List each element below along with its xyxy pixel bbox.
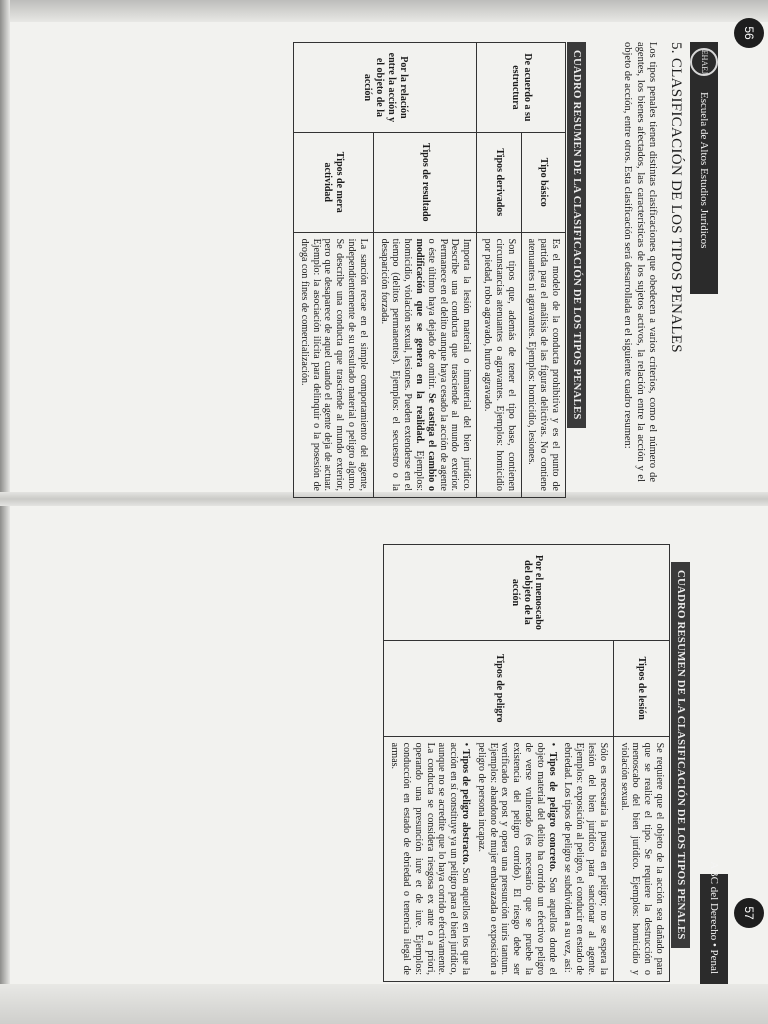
scan-edge-top <box>0 0 768 22</box>
description-text: Ejemplos: homicidio, violación sexual, lesiones. Pueden extenderse en el tiempo (delitos permanentes). Ejemplos: el secuestro o la desaparición forzada. <box>378 238 426 491</box>
bullet-concrete: • Tipos de peligro concreto. Son aquellos donde el objeto material del delito ha corrido un efectivo peligro de verse vulnerado (es necesario que se pruebe la existencia del peligro corrido). El riesgo debe ser verificado ex post y opera una presunción iuris tantum. Ejemplos: abandono de mujer embarazada o exposición a peligro de persona incapaz. <box>475 742 558 975</box>
header-title: Escuela de Altos Estudios Jurídicos <box>698 92 711 249</box>
classification-table <box>383 544 670 982</box>
row-type: Tipos de resultado <box>373 132 476 232</box>
school-logo <box>690 48 718 76</box>
row-description <box>384 736 613 981</box>
page-number: 56 <box>734 18 764 48</box>
row-category: De acuerdo a su estructura <box>477 43 566 133</box>
row-type: Tipos de lesión <box>613 640 669 736</box>
bullet-title: Tipos de peligro abstracto. <box>460 749 472 865</box>
intro-paragraph: Los tipos penales tienen distintas clasificaciones que obedecen a varios criterios, como el número de agentes, los bienes afectados, las características de los sujetos activos, la relación entre la acción y el objeto de acción, entre otros. Esta clasificación será desarrollada en el siguiente cuadro resumen: <box>622 42 658 482</box>
section-title: 5. CLASIFICACIÓN DE LOS TIPOS PENALES <box>668 42 684 353</box>
table-row <box>613 545 669 982</box>
header-title: ABC del Derecho • Penal <box>708 861 721 974</box>
row-category: Por el menoscabo del objeto de la acción <box>384 545 670 641</box>
description-emphasis: Se castiga el cambio o modificación que se genera en la realidad. <box>414 238 437 491</box>
row-type: Tipos de peligro <box>384 640 613 736</box>
logo-text: EHAEJ <box>699 49 709 75</box>
table-title: CUADRO RESUMEN DE LA CLASIFICACIÓN DE LOS TIPOS PENALES <box>567 42 586 428</box>
row-description: La sanción recae en el simple comportamiento del agente, independientemente de su resultado material o peligro alguno. Se describe una conducta que trasciende al mundo exterior, pero que desaparece de aquel cuando el agente deja de actuar. Ejemplo: la asociación ilícita para delinquir o la posesión de droga con fines de comercialización. <box>294 232 374 497</box>
description-text: Importa la lesión material o inmaterial del bien jurídico. Describe una conducta que trasciende al mundo exterior. Permanece en el delito aunque haya cesado la acción de agente o éste último haya dejado de omitir. <box>425 238 473 491</box>
scan-binding-shadow <box>0 0 10 1024</box>
page-header <box>690 42 718 294</box>
page-56 <box>58 26 757 498</box>
row-description: Se requiere que el objeto de la acción sea dañado para que se realice el tipo. Se requiere la destrucción o menoscabo del bien jurídico. Ejemplos: homicidio y violación sexual. <box>613 736 669 981</box>
bullet-abstract: • Tipos de peligro abstracto. Son aquellos en los que la acción en sí constituye ya un peligro para el bien jurídico, aunque no se acredite que lo haya corrido efectivamente. La conducta se considera riesgosa ex ante o a priori, operando una presunción iure et de iure. Ejemplos: conducción en estado de ebriedad o tenencia ilegal de armas. <box>389 742 472 975</box>
bullet-text: Son aquellos donde el objeto material del delito ha corrido un efectivo peligro de verse vulnerado (es necesario que se pruebe la existencia del peligro corrido). El riesgo debe ser verificado ex post y opera una presunción iuris tantum. Ejemplos: abandono de mujer embarazada o exposición a peligro de persona incapaz. <box>475 742 558 975</box>
bullet-title: Tipos de peligro concreto. <box>546 751 558 872</box>
row-description: Es el modelo de la conducta prohibitiva y es el punto de partida para el análisis de las figuras delictivas. No contiene atenuantes ni agravantes. Ejemplos: homicidio, lesiones. <box>521 232 565 497</box>
scan-edge-bottom <box>0 984 768 1024</box>
page-57 <box>58 514 757 984</box>
row-type: Tipo básico <box>521 132 565 232</box>
classification-table <box>293 42 566 498</box>
row-description <box>373 232 476 497</box>
table-row <box>521 43 565 498</box>
row-description: Son tipos que, además de tener el tipo base, contienen circunstancias atenuantes o agravantes. Ejemplos: homicidio por piedad, robo agravado, hurto agravado. <box>477 232 521 497</box>
row-type: Tipos derivados <box>477 132 521 232</box>
page-header <box>700 861 728 984</box>
page-number: 57 <box>734 898 764 928</box>
bullet-text: Son aquellos en los que la acción en sí constituye ya un peligro para el bien jurídico, aunque no se acredite que lo haya corrido efectivamente. La conducta se considera riesgosa ex ante o a priori, operando una presunción iure et de iure. Ejemplos: conducción en estado de ebriedad o tenencia ilegal de armas. <box>389 742 472 975</box>
description-intro: Sólo es necesaria la puesta en peligro; no se espera la lesión del bien jurídico para sancionar al agente. Ejemplos: exposición al peligro, el conducir en estado de ebriedad. Los tipos de peligro se subdividen a su vez, así: <box>562 742 609 975</box>
table-row <box>373 43 476 498</box>
row-type: Tipos de mera actividad <box>294 132 374 232</box>
table-title: CUADRO RESUMEN DE LA CLASIFICACIÓN DE LOS TIPOS PENALES <box>671 562 690 948</box>
row-category: Por la relación entre la acción y el objeto de la acción <box>294 43 477 133</box>
